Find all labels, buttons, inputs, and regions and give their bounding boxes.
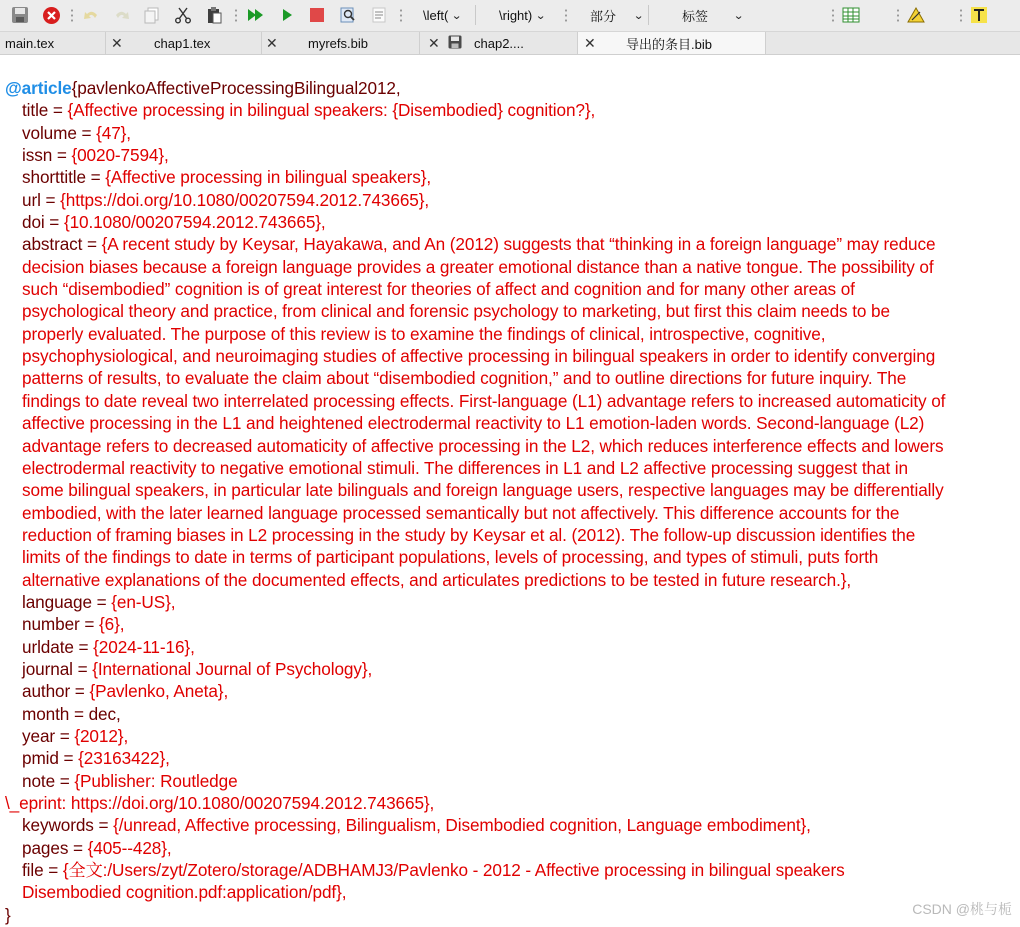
fields-group-2 xyxy=(5,591,1017,814)
field-value: {Affective processing in bilingual speakers}, xyxy=(105,167,432,188)
field-key: title = xyxy=(22,100,68,121)
field-value: {23163422}, xyxy=(78,748,170,769)
copy-icon[interactable] xyxy=(141,4,163,26)
log-icon[interactable] xyxy=(368,4,390,26)
field-value: {10.1080/00207594.2012.743665}, xyxy=(63,212,326,233)
fields-group-3 xyxy=(5,814,1017,903)
field-line-language xyxy=(5,591,1017,613)
stop-build-icon[interactable] xyxy=(306,4,328,26)
watermark: CSDN @桃与栀 xyxy=(912,901,1012,917)
field-line-issn xyxy=(5,144,1017,166)
text-format-icon[interactable] xyxy=(968,4,990,26)
tab-chap1-tex[interactable] xyxy=(106,32,262,54)
field-key: urldate = xyxy=(22,636,94,657)
field-key: file = xyxy=(22,860,63,881)
close-icon[interactable]: ✕ xyxy=(428,34,440,51)
abstract-line: patterns of results, to evaluate the claim about “disembodied cognition,” and to outline directions for future inquiry. The xyxy=(22,368,907,389)
close-icon[interactable]: ✕ xyxy=(111,34,123,51)
field-value: {6}, xyxy=(98,614,125,635)
close-icon[interactable]: ✕ xyxy=(266,34,278,51)
field-key: url = xyxy=(22,189,61,210)
field-value: {Affective processing in bilingual speakers: {Disembodied} cognition?}, xyxy=(67,100,596,121)
tab-bar xyxy=(0,32,1020,55)
toolbar-divider xyxy=(475,5,476,25)
close-icon[interactable]: ✕ xyxy=(584,34,596,51)
entry-header-line xyxy=(5,77,1017,99)
tab-myrefs-bib[interactable] xyxy=(262,32,420,54)
disk-icon xyxy=(448,35,462,52)
field-line-number xyxy=(5,613,1017,635)
tab-main-tex[interactable] xyxy=(0,32,106,54)
field-key: month = xyxy=(22,703,89,724)
abstract-line: alternative explanations of the documented effects, and articulates predictions to be tested in future research.}, xyxy=(22,569,852,590)
field-value: {全文:/Users/zyt/Zotero/storage/ADBHAMJ3/Pavlenko - 2012 - Affective processing in bilingual speakers xyxy=(62,860,845,881)
field-key: year = xyxy=(22,725,75,746)
field-line-urldate xyxy=(5,636,1017,658)
toolbar-separator xyxy=(832,8,834,23)
field-value: {en-US}, xyxy=(111,591,176,612)
undo-icon[interactable] xyxy=(80,4,102,26)
abstract-line: psychophysiological, and neuroimaging studies of affective processing in bilingual speakers in order to identify converging xyxy=(22,346,936,367)
chevron-down-icon: ⌄ xyxy=(535,9,547,22)
abstract-line: electrodermal reactivity to negative emotional stimuli. The differences in L1 and L2 affective processing suggest that in xyxy=(22,457,908,478)
field-line-year xyxy=(5,725,1017,747)
field-key: journal = xyxy=(22,658,93,679)
toolbar-separator xyxy=(400,8,402,23)
field-value: {Publisher: Routledge xyxy=(74,770,238,791)
abstract-line: decision biases because a foreign language provides a greater emotional distance than a native tongue. The possibility of xyxy=(22,256,934,277)
quick-build-icon[interactable] xyxy=(244,4,268,26)
abstract-line: limits of the findings to date in terms of participant populations, levels of processing, and types of stimuli, puts forth xyxy=(22,547,879,568)
field-key: issn = xyxy=(22,145,72,166)
field-line-file xyxy=(5,859,1017,881)
field-key: author = xyxy=(22,681,90,702)
field-value: {A recent study by Keysar, Hayakawa, and An (2012) suggests that “thinking in a foreign language” may reduce xyxy=(101,234,936,255)
field-line-journal xyxy=(5,658,1017,680)
fields-group-1 xyxy=(5,99,1017,233)
abstract-line: advantage refers to decreased automaticity of affective processing in the L2, which reduces interference effects and lowers xyxy=(22,435,944,456)
field-value: {International Journal of Psychology}, xyxy=(92,658,373,679)
field-key: pmid = xyxy=(22,748,79,769)
abstract-line: affective processing in the L1 and heightened electrodermal reactivity to L1 emotion-laden words. Second-language (L2) xyxy=(22,413,925,434)
field-line-url xyxy=(5,189,1017,211)
warning-icon[interactable] xyxy=(905,4,927,26)
field-value: {2024-11-16}, xyxy=(93,636,195,657)
view-pdf-icon[interactable] xyxy=(337,4,359,26)
right-delimiter-dropdown[interactable] xyxy=(499,5,545,25)
field-value: {Pavlenko, Aneta}, xyxy=(89,681,229,702)
field-key: pages = xyxy=(22,837,88,858)
editor[interactable] xyxy=(0,55,1020,927)
field-value: dec, xyxy=(88,703,121,724)
toolbar-separator xyxy=(960,8,962,23)
field-value: {/unread, Affective processing, Bilingualism, Disembodied cognition, Language embodiment}, xyxy=(113,815,811,836)
field-line-doi xyxy=(5,211,1017,233)
entry-type: @article xyxy=(5,78,72,98)
field-line-note xyxy=(5,770,1017,792)
field-line-author xyxy=(5,680,1017,702)
abstract-line xyxy=(5,233,1017,255)
abstract-line: such “disembodied” cognition is of great interest for theories of affect and cognition and for many other areas of xyxy=(22,279,855,300)
chevron-down-icon: ⌄ xyxy=(451,9,463,22)
paste-icon[interactable] xyxy=(203,4,225,26)
abstract-line: properly evaluated. The purpose of this review is to examine the findings of clinical, introspective, cognitive, xyxy=(22,323,826,344)
toolbar-separator xyxy=(71,8,73,23)
toolbar xyxy=(0,0,1020,32)
section-dropdown-label: 部分 xyxy=(590,8,617,24)
tab-label: main.tex xyxy=(5,35,55,51)
tab-label: chap1.tex xyxy=(154,35,211,51)
field-key: language = xyxy=(22,591,112,612)
field-line-volume xyxy=(5,122,1017,144)
redo-icon[interactable] xyxy=(111,4,133,26)
bibtex-code[interactable] xyxy=(5,77,1017,926)
field-key: doi = xyxy=(22,212,64,233)
field-value: {https://doi.org/10.1080/00207594.2012.743665}, xyxy=(60,189,430,210)
toolbar-separator xyxy=(897,8,899,23)
tab-label: 导出的条目.bib xyxy=(626,36,712,52)
section-dropdown[interactable] xyxy=(590,5,643,25)
left-delimiter-dropdown[interactable] xyxy=(423,5,462,25)
field-line-abstract xyxy=(5,233,1017,591)
toolbar-separator xyxy=(565,8,567,23)
abstract-line: reduction of framing biases in L2 processing in the study by Keysar et al. (2012). The follow-up discussion identifies the xyxy=(22,524,916,545)
field-key: shorttitle = xyxy=(22,167,106,188)
cut-icon[interactable] xyxy=(172,4,194,26)
field-line-title xyxy=(5,99,1017,121)
field-value: {0020-7594}, xyxy=(71,145,169,166)
citation-key: {pavlenkoAffectiveProcessingBilingual2012, xyxy=(71,78,401,98)
field-line-keywords xyxy=(5,814,1017,836)
field-value: {2012}, xyxy=(74,725,129,746)
tab-chap2[interactable] xyxy=(420,32,578,54)
save-icon[interactable] xyxy=(9,4,31,26)
field-value: {405--428}, xyxy=(87,837,172,858)
abstract-line: findings to date reveal two interrelated processing effects. First-language (L1) advantage refers to increased automaticity of xyxy=(22,390,946,411)
field-line-pmid xyxy=(5,747,1017,769)
file-line-continued: Disembodied cognition.pdf:application/pdf}, xyxy=(22,882,347,903)
field-key: keywords = xyxy=(22,815,114,836)
run-icon[interactable] xyxy=(276,4,298,26)
field-key: volume = xyxy=(22,122,97,143)
field-line-shorttitle xyxy=(5,166,1017,188)
field-key: number = xyxy=(22,614,99,635)
field-key: note = xyxy=(22,770,75,791)
left-delimiter-label: \left( xyxy=(423,7,449,23)
tab-exported-entries-bib[interactable] xyxy=(578,32,766,54)
field-line-pages xyxy=(5,837,1017,859)
stop-icon[interactable] xyxy=(40,4,62,26)
chevron-down-icon: ⌄ xyxy=(733,9,745,22)
field-key: abstract = xyxy=(22,234,102,255)
tab-label: chap2.... xyxy=(474,35,524,51)
eprint-line: \_eprint: https://doi.org/10.1080/00207594.2012.743665}, xyxy=(5,793,435,813)
field-line-month xyxy=(5,703,1017,725)
label-dropdown[interactable] xyxy=(682,5,743,25)
table-icon[interactable] xyxy=(840,4,862,26)
entry-closing-brace: } xyxy=(5,904,11,925)
chevron-down-icon: ⌄ xyxy=(633,9,645,22)
field-value: {47}, xyxy=(96,122,131,143)
abstract-line: psychological theory and practice, from clinical and forensic psychology to marketing, but first this claim needs to be xyxy=(22,301,890,322)
toolbar-divider xyxy=(648,5,649,25)
abstract-line: some bilingual speakers, in particular late bilinguals and foreign language users, respective languages may be differentially xyxy=(22,480,944,501)
tab-label: myrefs.bib xyxy=(308,35,368,51)
toolbar-separator xyxy=(235,8,237,23)
abstract-line: embodied, with the later learned language processed semantically but not affectively. This difference accounts for the xyxy=(22,502,900,523)
right-delimiter-label: \right) xyxy=(499,7,533,23)
label-dropdown-label: 标签 xyxy=(682,8,709,24)
